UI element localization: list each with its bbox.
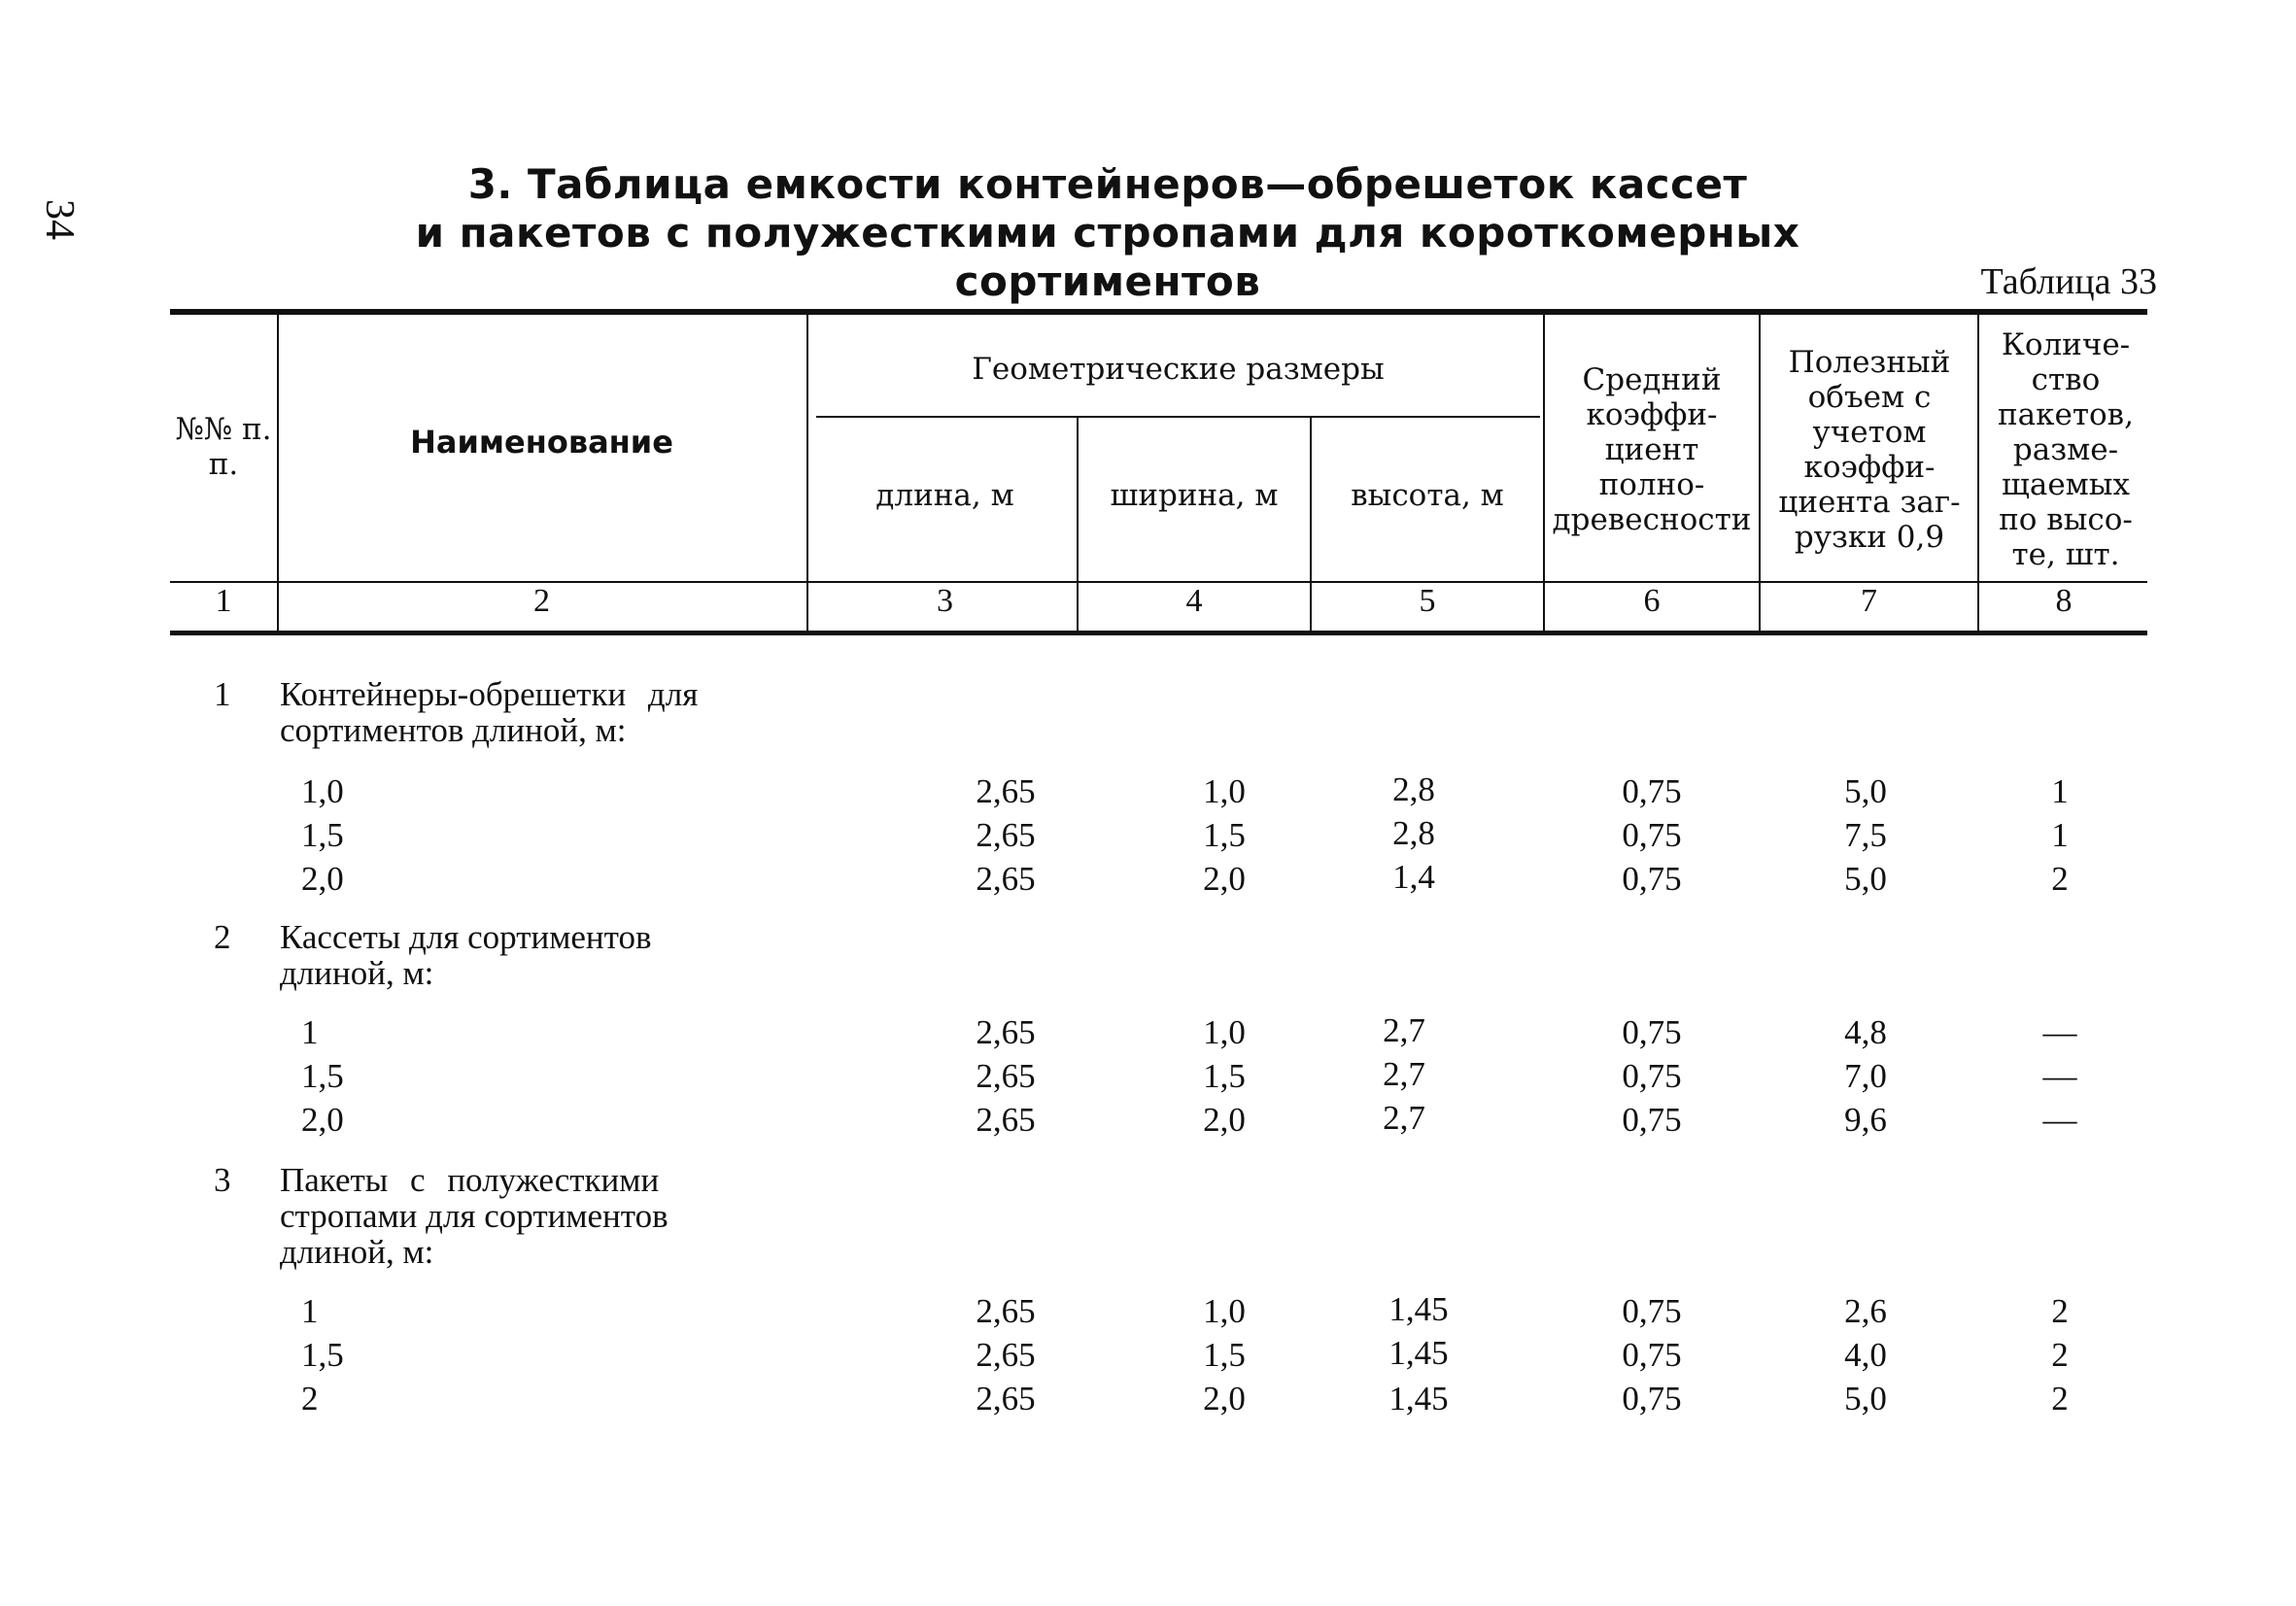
cell-width: 2,0 xyxy=(1203,1380,1246,1418)
cell-length: 2,65 xyxy=(976,860,1036,898)
cell-length: 2,65 xyxy=(976,816,1036,854)
cell-volume: 7,5 xyxy=(1844,816,1887,854)
row-label: 1,5 xyxy=(301,816,344,854)
cell-length: 2,65 xyxy=(976,1057,1036,1095)
table-label: Таблица 33 xyxy=(1980,261,2157,302)
cell-width: 1,5 xyxy=(1203,1057,1246,1095)
cell-count: — xyxy=(2042,1057,2077,1095)
cell-length: 2,65 xyxy=(976,1101,1036,1139)
cell-coef: 0,75 xyxy=(1622,1057,1682,1095)
cell-coef: 0,75 xyxy=(1622,816,1682,854)
header-name: Наименование xyxy=(410,424,673,461)
cell-height: 1,45 xyxy=(1388,1380,1449,1418)
cell-count: 2 xyxy=(2051,1380,2069,1418)
cell-volume: 9,6 xyxy=(1844,1101,1887,1139)
column-number-4: 4 xyxy=(1185,583,1203,619)
cell-coef: 0,75 xyxy=(1622,1336,1682,1374)
geom-subheader-rule xyxy=(816,416,1540,418)
cell-coef: 0,75 xyxy=(1622,860,1682,898)
cell-height: 2,7 xyxy=(1383,1011,1425,1049)
page-number: 34 xyxy=(37,199,82,240)
group-number: 1 xyxy=(214,675,231,713)
cell-coef: 0,75 xyxy=(1622,1013,1682,1051)
cell-height: 2,8 xyxy=(1392,770,1435,808)
cell-height: 2,7 xyxy=(1383,1099,1425,1137)
cell-length: 2,65 xyxy=(976,1013,1036,1051)
divider-num-name xyxy=(277,315,279,631)
cell-volume: 4,0 xyxy=(1844,1336,1887,1374)
cell-height: 2,7 xyxy=(1383,1055,1425,1093)
header-fill-coefficient: Средний коэффи-циент полно-древесности xyxy=(1552,361,1752,537)
cell-volume: 7,0 xyxy=(1844,1057,1887,1095)
cell-width: 1,0 xyxy=(1203,1013,1246,1051)
column-numbers-bottom-rule xyxy=(170,631,2147,635)
column-number-5: 5 xyxy=(1419,583,1436,619)
cell-volume: 4,8 xyxy=(1844,1013,1887,1051)
cell-coef: 0,75 xyxy=(1622,1380,1682,1418)
cell-volume: 5,0 xyxy=(1844,1380,1887,1418)
cell-count: — xyxy=(2042,1101,2077,1139)
row-label: 1,5 xyxy=(301,1336,344,1374)
cell-length: 2,65 xyxy=(976,1380,1036,1418)
group-name-line: длиной, м: xyxy=(280,954,434,992)
divider-length-width xyxy=(1077,418,1079,631)
cell-length: 2,65 xyxy=(976,1292,1036,1330)
column-number-8: 8 xyxy=(2055,583,2073,619)
divider-volume-count xyxy=(1977,315,1979,631)
cell-count: 1 xyxy=(2051,772,2069,810)
cell-volume: 5,0 xyxy=(1844,860,1887,898)
cell-length: 2,65 xyxy=(976,1336,1036,1374)
row-label: 2,0 xyxy=(301,860,344,898)
group-name-line: Пакеты с полужесткими xyxy=(280,1161,660,1199)
cell-height: 1,45 xyxy=(1388,1290,1449,1328)
cell-height: 1,45 xyxy=(1388,1334,1449,1372)
top-rule xyxy=(170,309,2147,315)
column-number-3: 3 xyxy=(937,583,953,619)
group-name-line: длиной, м: xyxy=(280,1233,434,1271)
divider-width-height xyxy=(1310,418,1312,631)
cell-width: 1,0 xyxy=(1203,772,1246,810)
cell-volume: 2,6 xyxy=(1844,1292,1887,1330)
header-package-count: Количе-ство пакетов, разме-щаемых по высо-те, шт. xyxy=(1998,326,2134,572)
cell-width: 2,0 xyxy=(1203,860,1246,898)
column-number-6: 6 xyxy=(1643,583,1661,619)
group-name-line: Контейнеры-обрешетки для xyxy=(280,675,699,713)
group-number: 3 xyxy=(214,1161,231,1199)
row-label: 1 xyxy=(301,1292,319,1330)
row-label: 1,0 xyxy=(301,772,344,810)
column-number-7: 7 xyxy=(1861,583,1877,619)
cell-coef: 0,75 xyxy=(1622,772,1682,810)
row-label: 2 xyxy=(301,1380,319,1418)
cell-width: 1,5 xyxy=(1203,816,1246,854)
header-useful-volume: Полезный объем с учетом коэффи-циента заг-рузки 0,9 xyxy=(1778,344,1961,555)
row-label: 1,5 xyxy=(301,1057,344,1095)
divider-coef-volume xyxy=(1759,315,1761,631)
header-length: длина, м xyxy=(875,478,1014,513)
title-line-1: 3. Таблица емкости контейнеров—обрешеток кассет xyxy=(467,160,1748,208)
cell-width: 1,0 xyxy=(1203,1292,1246,1330)
column-number-1: 1 xyxy=(215,583,232,619)
cell-coef: 0,75 xyxy=(1622,1101,1682,1139)
cell-volume: 5,0 xyxy=(1844,772,1887,810)
row-label: 2,0 xyxy=(301,1101,344,1139)
cell-height: 1,4 xyxy=(1392,858,1435,896)
group-name-line: Кассеты для сортиментов xyxy=(280,918,652,956)
cell-width: 2,0 xyxy=(1203,1101,1246,1139)
cell-length: 2,65 xyxy=(976,772,1036,810)
row-label: 1 xyxy=(301,1013,319,1051)
cell-count: — xyxy=(2042,1013,2077,1051)
header-geometric-sizes: Геометрические размеры xyxy=(972,352,1385,387)
cell-height: 2,8 xyxy=(1392,814,1435,852)
cell-count: 2 xyxy=(2051,1336,2069,1374)
header-num: №№ п. п. xyxy=(175,412,272,482)
cell-count: 2 xyxy=(2051,1292,2069,1330)
title-line-2: и пакетов с полужесткими стропами для короткомерных сортиментов xyxy=(415,209,1800,305)
header-width: ширина, м xyxy=(1110,478,1279,513)
table-title xyxy=(291,160,1924,306)
column-number-2: 2 xyxy=(533,583,550,619)
group-name-line: сортиментов длиной, м: xyxy=(280,711,627,749)
cell-count: 1 xyxy=(2051,816,2069,854)
cell-coef: 0,75 xyxy=(1622,1292,1682,1330)
cell-width: 1,5 xyxy=(1203,1336,1246,1374)
group-number: 2 xyxy=(214,918,231,956)
header-height: высота, м xyxy=(1351,478,1504,513)
divider-geom-coef xyxy=(1543,315,1545,631)
divider-name-geom xyxy=(806,315,808,631)
group-name-line: стропами для сортиментов xyxy=(280,1197,668,1235)
cell-count: 2 xyxy=(2051,860,2069,898)
